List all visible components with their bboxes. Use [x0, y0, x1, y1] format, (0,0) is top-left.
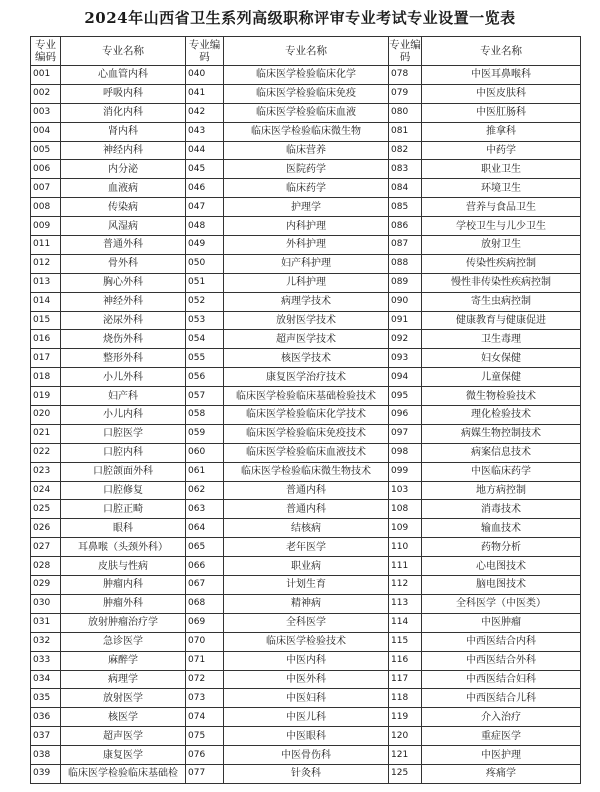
- specialty-code: 062: [186, 481, 224, 500]
- specialty-name: 肿瘤外科: [61, 594, 186, 613]
- specialty-code: 116: [389, 651, 422, 670]
- specialty-name: 中西医结合儿科: [422, 689, 581, 708]
- specialty-name: 肾内科: [61, 122, 186, 141]
- table-row: [31, 670, 581, 689]
- specialty-name: 心电图技术: [422, 557, 581, 576]
- specialty-code: 084: [389, 179, 422, 198]
- specialty-name: 临床医学检验临床化学技术: [224, 406, 389, 425]
- table-row: [31, 557, 581, 576]
- specialty-code: 033: [31, 651, 61, 670]
- specialty-name: 超声医学: [61, 727, 186, 746]
- specialty-code: 125: [389, 764, 422, 783]
- specialty-code: 026: [31, 519, 61, 538]
- specialty-code: 025: [31, 500, 61, 519]
- specialty-name: 中医外科: [224, 670, 389, 689]
- specialty-code: 022: [31, 443, 61, 462]
- specialty-name: 临床医学检验临床免疫技术: [224, 424, 389, 443]
- specialty-name: 护理学: [224, 198, 389, 217]
- table-row: [31, 764, 581, 783]
- specialty-name: 小儿外科: [61, 368, 186, 387]
- specialty-name: 卫生毒理: [422, 330, 581, 349]
- name-header: 专业名称: [422, 37, 581, 66]
- table-row: [31, 519, 581, 538]
- specialty-code: 029: [31, 576, 61, 595]
- specialty-code: 016: [31, 330, 61, 349]
- specialty-name: 临床医学检验临床免疫: [224, 84, 389, 103]
- table-header-row: [31, 37, 581, 66]
- specialty-name: 儿童保健: [422, 368, 581, 387]
- specialty-name: 职业卫生: [422, 160, 581, 179]
- specialty-code: 121: [389, 746, 422, 765]
- specialty-name: 中医临床药学: [422, 462, 581, 481]
- specialty-code: 014: [31, 292, 61, 311]
- specialty-name: 小儿内科: [61, 406, 186, 425]
- specialty-name: 普通外科: [61, 236, 186, 255]
- table-row: [31, 236, 581, 255]
- specialty-name: 皮肤与性病: [61, 557, 186, 576]
- table-row: [31, 387, 581, 406]
- table-row: [31, 443, 581, 462]
- table-row: [31, 217, 581, 236]
- specialty-name: 中医骨伤科: [224, 746, 389, 765]
- specialty-name: 风湿病: [61, 217, 186, 236]
- specialty-name: 传染病: [61, 198, 186, 217]
- specialty-name: 中医护理: [422, 746, 581, 765]
- specialty-name: 全科医学: [224, 613, 389, 632]
- specialty-name: 放射卫生: [422, 236, 581, 255]
- specialty-code: 119: [389, 708, 422, 727]
- specialty-name: 普通内科: [224, 481, 389, 500]
- specialty-name: 整形外科: [61, 349, 186, 368]
- table-row: [31, 462, 581, 481]
- specialty-name: 病媒生物控制技术: [422, 424, 581, 443]
- specialty-code: 103: [389, 481, 422, 500]
- specialty-code: 071: [186, 651, 224, 670]
- specialty-name: 药物分析: [422, 538, 581, 557]
- specialty-name: 内科护理: [224, 217, 389, 236]
- specialty-code: 097: [389, 424, 422, 443]
- name-header: 专业名称: [61, 37, 186, 66]
- table-row: [31, 160, 581, 179]
- specialty-name: 中医肿瘤: [422, 613, 581, 632]
- specialty-code: 044: [186, 141, 224, 160]
- table-row: [31, 311, 581, 330]
- specialty-code: 035: [31, 689, 61, 708]
- table-row: [31, 406, 581, 425]
- specialty-name: 外科护理: [224, 236, 389, 255]
- specialty-name: 放射肿瘤治疗学: [61, 613, 186, 632]
- specialty-name: 介入治疗: [422, 708, 581, 727]
- table-row: [31, 424, 581, 443]
- table-row: [31, 538, 581, 557]
- specialty-name: 输血技术: [422, 519, 581, 538]
- specialty-name: 传染性疾病控制: [422, 254, 581, 273]
- specialty-name: 临床医学检验临床基础检验技术: [224, 387, 389, 406]
- specialty-code: 045: [186, 160, 224, 179]
- specialty-name: 老年医学: [224, 538, 389, 557]
- specialty-code: 078: [389, 66, 422, 85]
- table-row: [31, 273, 581, 292]
- specialty-code: 003: [31, 103, 61, 122]
- specialty-name: 中医妇科: [224, 689, 389, 708]
- table-row: [31, 594, 581, 613]
- specialty-name: 推拿科: [422, 122, 581, 141]
- specialty-name: 耳鼻喉（头颈外科）: [61, 538, 186, 557]
- specialty-code: 012: [31, 254, 61, 273]
- specialty-code: 004: [31, 122, 61, 141]
- specialty-name: 临床医学检验临床微生物: [224, 122, 389, 141]
- specialty-name: 临床医学检验临床血液: [224, 103, 389, 122]
- specialty-code: 008: [31, 198, 61, 217]
- specialty-code: 073: [186, 689, 224, 708]
- specialty-code: 087: [389, 236, 422, 255]
- specialty-name: 中西医结合妇科: [422, 670, 581, 689]
- specialty-code: 079: [389, 84, 422, 103]
- specialty-code: 064: [186, 519, 224, 538]
- specialty-code: 060: [186, 443, 224, 462]
- specialty-name: 临床医学检验临床微生物技术: [224, 462, 389, 481]
- specialty-code: 056: [186, 368, 224, 387]
- specialty-code: 053: [186, 311, 224, 330]
- specialty-code: 081: [389, 122, 422, 141]
- specialty-code: 099: [389, 462, 422, 481]
- specialty-name: 临床药学: [224, 179, 389, 198]
- specialty-name: 临床医学检验临床基础检: [61, 764, 186, 783]
- specialty-name: 核医学: [61, 708, 186, 727]
- specialty-code: 070: [186, 632, 224, 651]
- specialty-code: 094: [389, 368, 422, 387]
- specialty-code: 057: [186, 387, 224, 406]
- specialty-code: 011: [31, 236, 61, 255]
- specialty-name: 口腔颌面外科: [61, 462, 186, 481]
- table-row: [31, 103, 581, 122]
- specialty-code: 095: [389, 387, 422, 406]
- specialty-code: 076: [186, 746, 224, 765]
- specialty-name: 慢性非传染性疾病控制: [422, 273, 581, 292]
- table-row: [31, 500, 581, 519]
- specialty-name: 血液病: [61, 179, 186, 198]
- specialty-name: 中医肛肠科: [422, 103, 581, 122]
- specialty-code: 117: [389, 670, 422, 689]
- specialty-code: 034: [31, 670, 61, 689]
- specialty-name: 中西医结合外科: [422, 651, 581, 670]
- specialty-code: 023: [31, 462, 61, 481]
- specialty-name: 泌尿外科: [61, 311, 186, 330]
- specialty-code: 072: [186, 670, 224, 689]
- specialty-code: 075: [186, 727, 224, 746]
- specialty-code: 086: [389, 217, 422, 236]
- specialty-name: 核医学技术: [224, 349, 389, 368]
- specialty-code: 024: [31, 481, 61, 500]
- specialty-name: 环境卫生: [422, 179, 581, 198]
- specialty-code: 063: [186, 500, 224, 519]
- specialty-code: 040: [186, 66, 224, 85]
- specialty-name: 妇产科护理: [224, 254, 389, 273]
- specialty-name: 寄生虫病控制: [422, 292, 581, 311]
- specialty-code: 114: [389, 613, 422, 632]
- specialty-name: 儿科护理: [224, 273, 389, 292]
- specialty-name: 放射医学技术: [224, 311, 389, 330]
- table-row: [31, 576, 581, 595]
- specialty-name: 放射医学: [61, 689, 186, 708]
- specialty-name: 呼吸内科: [61, 84, 186, 103]
- specialty-name: 肿瘤内科: [61, 576, 186, 595]
- specialty-code: 047: [186, 198, 224, 217]
- specialty-code: 092: [389, 330, 422, 349]
- table-row: [31, 651, 581, 670]
- specialty-code: 052: [186, 292, 224, 311]
- specialty-name: 病理学技术: [224, 292, 389, 311]
- specialty-name: 学校卫生与儿少卫生: [422, 217, 581, 236]
- specialty-code: 017: [31, 349, 61, 368]
- specialty-name: 口腔内科: [61, 443, 186, 462]
- specialty-code: 018: [31, 368, 61, 387]
- specialty-code: 001: [31, 66, 61, 85]
- specialty-name: 骨外科: [61, 254, 186, 273]
- specialty-code: 077: [186, 764, 224, 783]
- specialty-code: 110: [389, 538, 422, 557]
- code-header: 专业编码: [186, 37, 224, 66]
- specialty-code: 080: [389, 103, 422, 122]
- table-row: [31, 746, 581, 765]
- table-row: [31, 368, 581, 387]
- specialty-name: 脑电图技术: [422, 576, 581, 595]
- specialty-name: 内分泌: [61, 160, 186, 179]
- table-row: [31, 708, 581, 727]
- table-row: [31, 632, 581, 651]
- specialty-name: 中医内科: [224, 651, 389, 670]
- specialty-code: 061: [186, 462, 224, 481]
- specialty-code: 021: [31, 424, 61, 443]
- table-row: [31, 198, 581, 217]
- table-row: [31, 141, 581, 160]
- specialty-name: 眼科: [61, 519, 186, 538]
- specialty-code: 009: [31, 217, 61, 236]
- specialty-name: 医院药学: [224, 160, 389, 179]
- specialty-code: 112: [389, 576, 422, 595]
- specialty-name: 消化内科: [61, 103, 186, 122]
- specialty-name: 病理学: [61, 670, 186, 689]
- specialty-code: 051: [186, 273, 224, 292]
- specialty-name: 健康教育与健康促进: [422, 311, 581, 330]
- specialty-name: 针灸科: [224, 764, 389, 783]
- specialty-name: 康复医学: [61, 746, 186, 765]
- specialty-code: 088: [389, 254, 422, 273]
- specialty-code: 093: [389, 349, 422, 368]
- table-row: [31, 122, 581, 141]
- specialty-name: 口腔正畸: [61, 500, 186, 519]
- specialty-name: 临床医学检验临床血液技术: [224, 443, 389, 462]
- specialty-name: 全科医学（中医类）: [422, 594, 581, 613]
- table-row: [31, 292, 581, 311]
- specialty-code: 037: [31, 727, 61, 746]
- specialty-code: 030: [31, 594, 61, 613]
- specialty-code: 115: [389, 632, 422, 651]
- specialty-code: 069: [186, 613, 224, 632]
- specialty-name: 临床医学检验临床化学: [224, 66, 389, 85]
- specialty-code: 028: [31, 557, 61, 576]
- specialty-code: 020: [31, 406, 61, 425]
- specialty-code: 109: [389, 519, 422, 538]
- specialty-code: 048: [186, 217, 224, 236]
- specialty-code: 089: [389, 273, 422, 292]
- table-row: [31, 613, 581, 632]
- specialty-name: 重症医学: [422, 727, 581, 746]
- specialty-code: 050: [186, 254, 224, 273]
- specialty-name: 口腔修复: [61, 481, 186, 500]
- specialty-code: 096: [389, 406, 422, 425]
- specialty-name: 消毒技术: [422, 500, 581, 519]
- specialty-code: 118: [389, 689, 422, 708]
- specialty-code: 090: [389, 292, 422, 311]
- specialty-code: 055: [186, 349, 224, 368]
- specialty-code: 085: [389, 198, 422, 217]
- specialty-name: 超声医学技术: [224, 330, 389, 349]
- specialty-code: 007: [31, 179, 61, 198]
- specialty-code: 098: [389, 443, 422, 462]
- specialty-name: 中医眼科: [224, 727, 389, 746]
- specialty-name: 中西医结合内科: [422, 632, 581, 651]
- specialty-code: 043: [186, 122, 224, 141]
- specialty-code: 039: [31, 764, 61, 783]
- table-row: [31, 689, 581, 708]
- specialty-name: 妇产科: [61, 387, 186, 406]
- specialty-name: 中医皮肤科: [422, 84, 581, 103]
- specialty-code: 031: [31, 613, 61, 632]
- specialty-name: 中医儿科: [224, 708, 389, 727]
- specialty-code: 074: [186, 708, 224, 727]
- specialty-table: [30, 36, 581, 784]
- specialty-name: 结核病: [224, 519, 389, 538]
- specialty-name: 病案信息技术: [422, 443, 581, 462]
- specialty-code: 068: [186, 594, 224, 613]
- specialty-name: 烧伤外科: [61, 330, 186, 349]
- specialty-code: 065: [186, 538, 224, 557]
- specialty-code: 082: [389, 141, 422, 160]
- specialty-name: 心血管内科: [61, 66, 186, 85]
- page-title: 2024年山西省卫生系列高级职称评审专业考试专业设置一览表: [84, 9, 516, 27]
- table-row: [31, 84, 581, 103]
- table-row: [31, 481, 581, 500]
- specialty-name: 职业病: [224, 557, 389, 576]
- table-row: [31, 727, 581, 746]
- specialty-name: 麻醉学: [61, 651, 186, 670]
- table-row: [31, 330, 581, 349]
- specialty-code: 019: [31, 387, 61, 406]
- specialty-code: 108: [389, 500, 422, 519]
- specialty-name: 口腔医学: [61, 424, 186, 443]
- specialty-code: 046: [186, 179, 224, 198]
- specialty-code: 066: [186, 557, 224, 576]
- specialty-code: 067: [186, 576, 224, 595]
- specialty-code: 091: [389, 311, 422, 330]
- specialty-code: 038: [31, 746, 61, 765]
- table-row: [31, 349, 581, 368]
- specialty-code: 049: [186, 236, 224, 255]
- code-header: 专业编码: [389, 37, 422, 66]
- specialty-name: 中药学: [422, 141, 581, 160]
- specialty-name: 地方病控制: [422, 481, 581, 500]
- specialty-name: 神经内科: [61, 141, 186, 160]
- specialty-code: 027: [31, 538, 61, 557]
- specialty-code: 041: [186, 84, 224, 103]
- name-header: 专业名称: [224, 37, 389, 66]
- table-row: [31, 254, 581, 273]
- table-row: [31, 66, 581, 85]
- specialty-code: 120: [389, 727, 422, 746]
- table-row: [31, 179, 581, 198]
- specialty-name: 营养与食品卫生: [422, 198, 581, 217]
- code-header: 专业编码: [31, 37, 61, 66]
- specialty-code: 005: [31, 141, 61, 160]
- specialty-name: 妇女保健: [422, 349, 581, 368]
- specialty-code: 006: [31, 160, 61, 179]
- specialty-name: 康复医学治疗技术: [224, 368, 389, 387]
- specialty-name: 理化检验技术: [422, 406, 581, 425]
- specialty-name: 中医耳鼻喉科: [422, 66, 581, 85]
- specialty-code: 054: [186, 330, 224, 349]
- specialty-code: 111: [389, 557, 422, 576]
- specialty-code: 058: [186, 406, 224, 425]
- specialty-name: 普通内科: [224, 500, 389, 519]
- specialty-code: 059: [186, 424, 224, 443]
- specialty-code: 015: [31, 311, 61, 330]
- specialty-code: 013: [31, 273, 61, 292]
- specialty-name: 急诊医学: [61, 632, 186, 651]
- specialty-name: 微生物检验技术: [422, 387, 581, 406]
- specialty-code: 042: [186, 103, 224, 122]
- specialty-name: 胸心外科: [61, 273, 186, 292]
- specialty-code: 113: [389, 594, 422, 613]
- specialty-code: 032: [31, 632, 61, 651]
- specialty-code: 083: [389, 160, 422, 179]
- specialty-name: 神经外科: [61, 292, 186, 311]
- specialty-name: 临床医学检验技术: [224, 632, 389, 651]
- specialty-name: 计划生育: [224, 576, 389, 595]
- specialty-code: 002: [31, 84, 61, 103]
- specialty-code: 036: [31, 708, 61, 727]
- specialty-name: 临床营养: [224, 141, 389, 160]
- specialty-name: 疼痛学: [422, 764, 581, 783]
- specialty-name: 精神病: [224, 594, 389, 613]
